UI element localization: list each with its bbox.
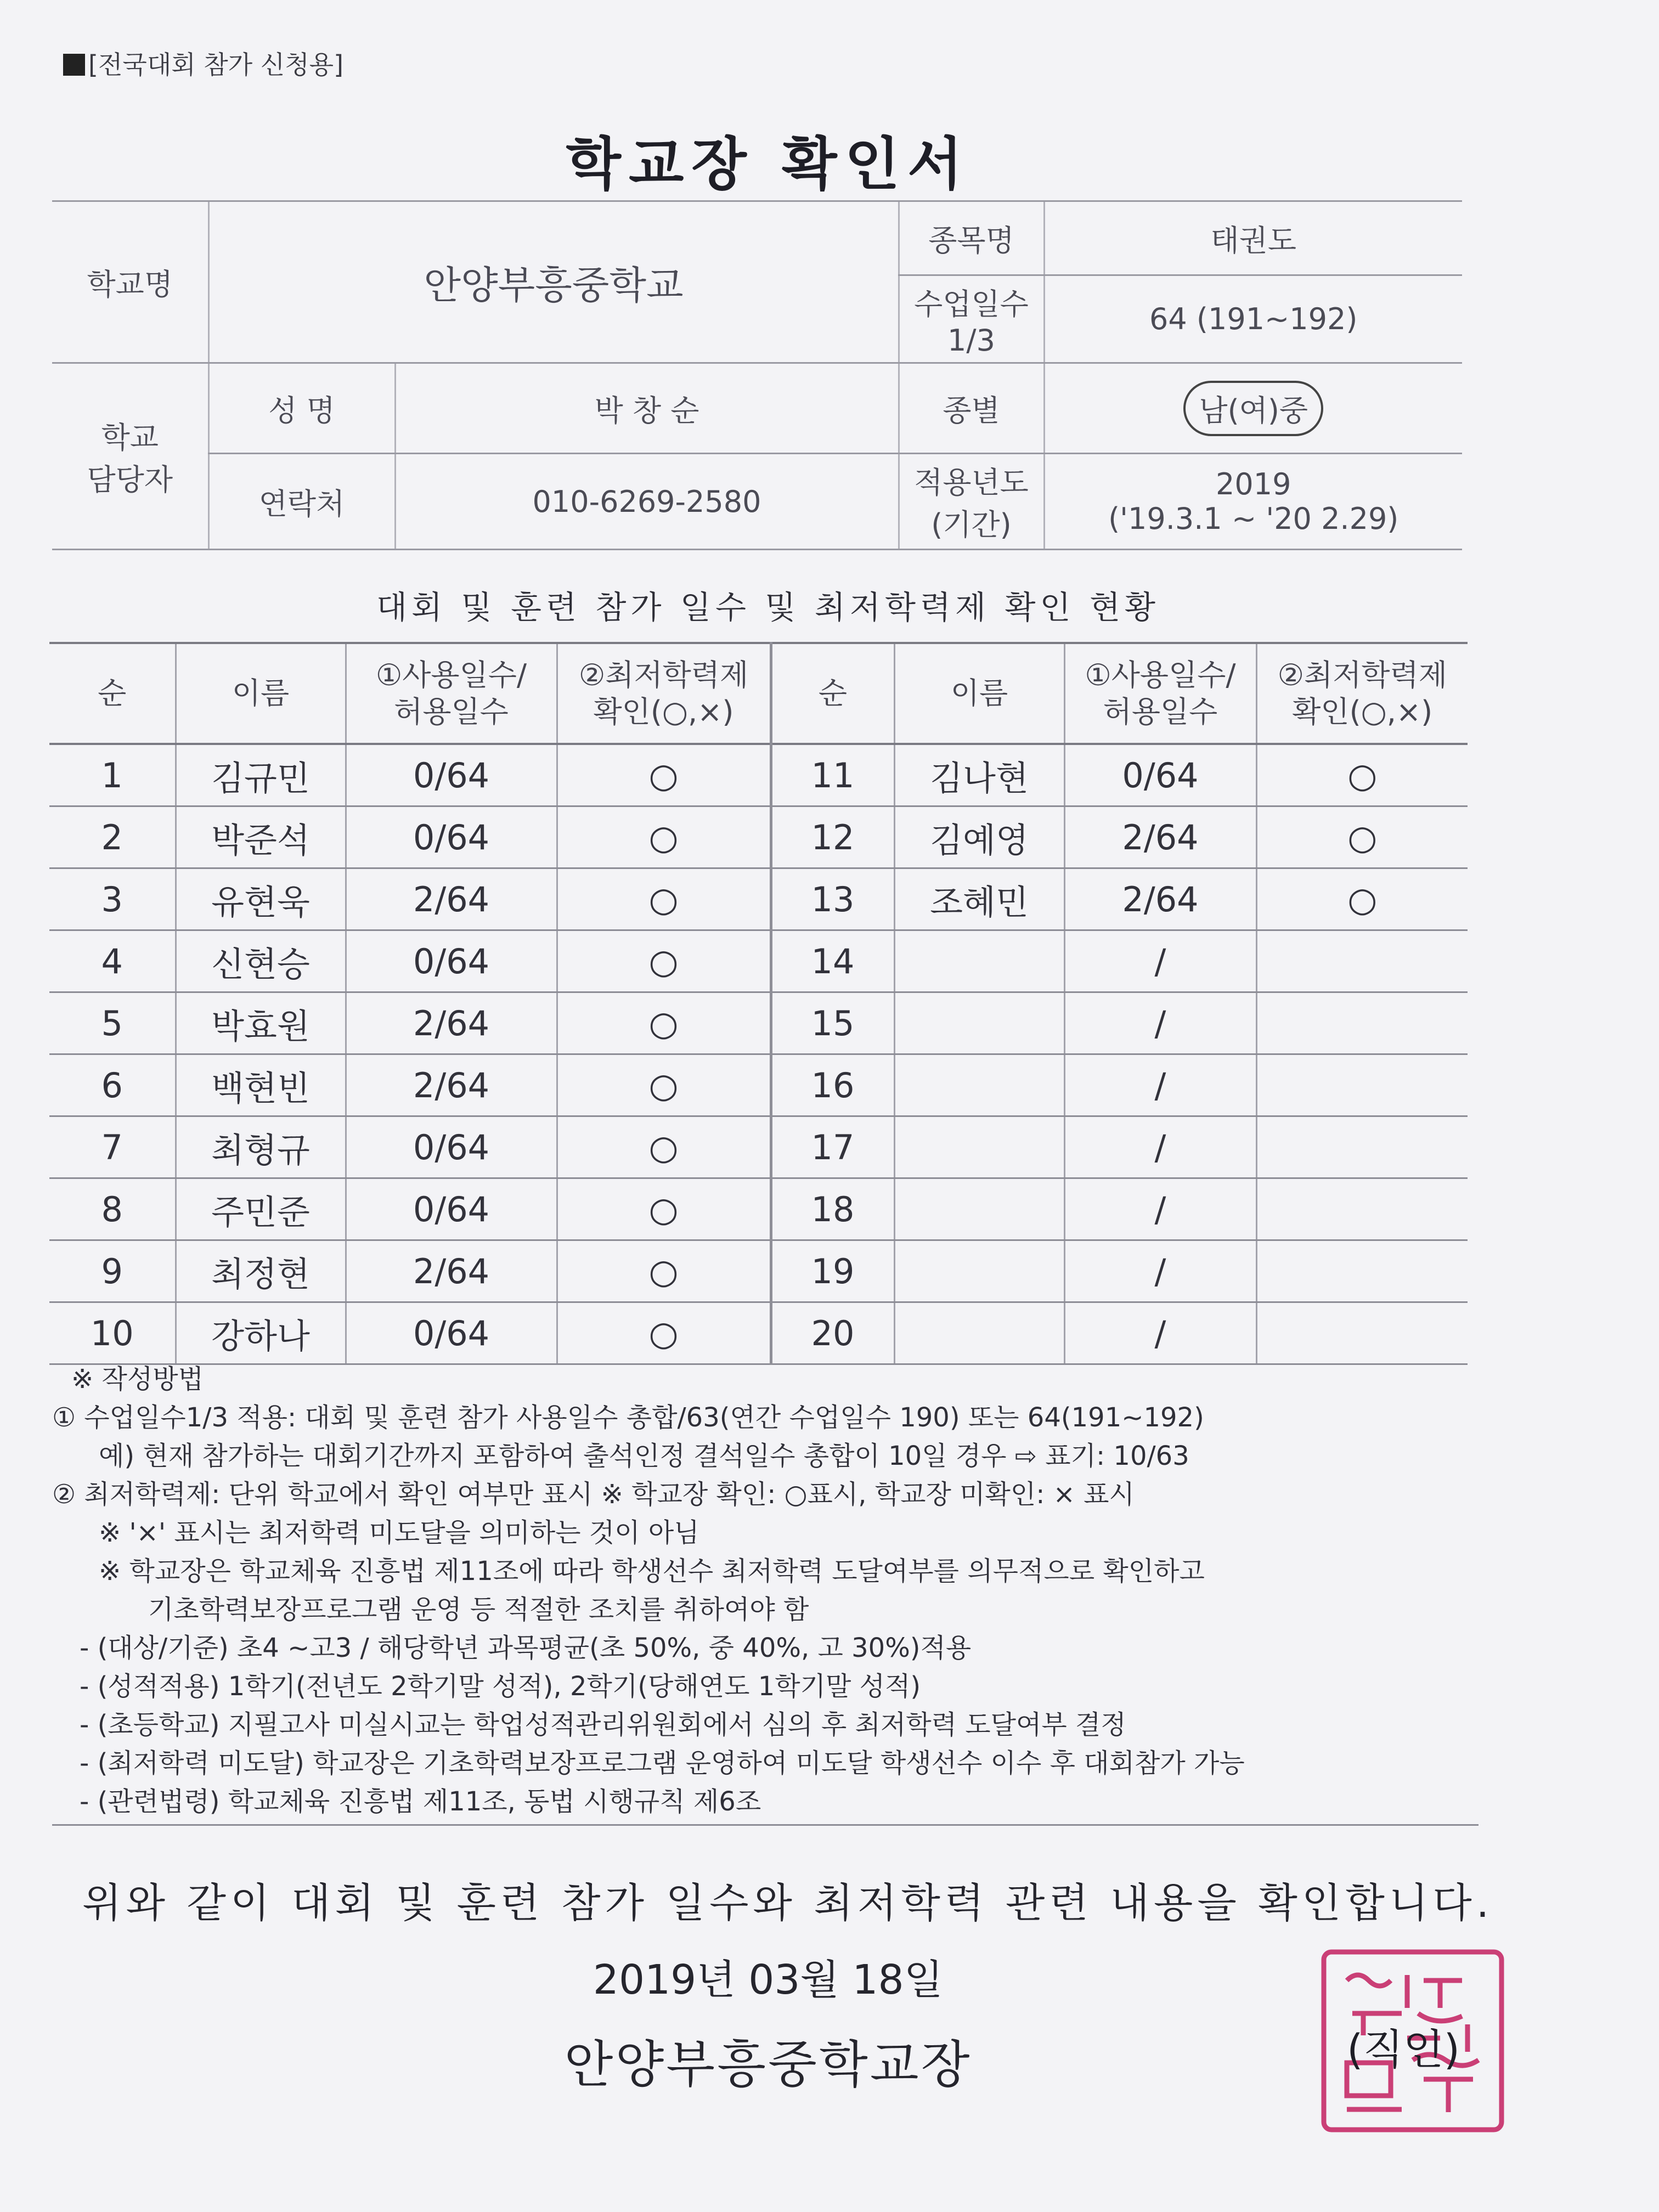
right-no-cell: 20 [771,1302,894,1364]
note-line: - (대상/기준) 초4 ~고3 / 해당학년 과목평균(초 50%, 중 40%, 고 30%)적용 [80,1633,972,1663]
note-line: - (성적적용) 1학기(전년도 2학기말 성적), 2학기(당해연도 1학기말 성적) [80,1671,921,1702]
left-no-cell: 5 [49,992,176,1054]
right-days-cell: / [1064,1178,1256,1240]
seal-label: (직인) [1347,2025,1460,2074]
left-no-cell: 8 [49,1178,176,1240]
left-check-cell: ○ [557,1178,771,1240]
left-days-cell: 0/64 [346,744,557,806]
right-days-cell: / [1064,1054,1256,1116]
right-check-cell: ○ [1256,744,1468,806]
right-name-cell [894,1178,1064,1240]
right-check-cell [1256,992,1468,1054]
confirmation-statement: 위와 같이 대회 및 훈련 참가 일수와 최저학력 관련 내용을 확인합니다. [82,1880,1494,1927]
right-name-cell [894,930,1064,992]
note-line: 예) 현재 참가하는 대회기간까지 포함하여 출석인정 결석일수 총합이 10일 경우 ⇨ 표기: 10/63 [99,1441,1189,1471]
right-days-cell: / [1064,1302,1256,1364]
manager-label: 학교 담당자 [52,363,208,550]
right-check-cell [1256,1116,1468,1178]
left-days-cell: 2/64 [346,1054,557,1116]
table-row [49,744,1468,806]
right-name-cell: 김예영 [894,806,1064,868]
participation-table [49,642,1468,1365]
table-row [49,930,1468,992]
right-days-cell: / [1064,1116,1256,1178]
left-no-cell: 4 [49,930,176,992]
note-line: ① 수업일수1/3 적용: 대회 및 훈련 참가 사용일수 총합/63(연간 수업일수 190) 또는 64(191~192) [52,1402,1204,1433]
left-no-cell: 1 [49,744,176,806]
table-header-row [49,643,1468,744]
left-name-cell: 백현빈 [176,1054,346,1116]
left-check-cell: ○ [557,930,771,992]
note-line: ② 최저학력제: 단위 학교에서 확인 여부만 표시 ※ 학교장 확인: ○표시, 학교장 미확인: × 표시 [52,1479,1135,1510]
left-days-cell: 0/64 [346,1116,557,1178]
right-no-cell: 18 [771,1178,894,1240]
square-bullet-icon [63,54,85,76]
left-name-cell: 김규민 [176,744,346,806]
signer-title: 안양부흥중학교장 [564,2035,972,2094]
header-name: 이름 [894,643,1064,744]
note-line: ※ '×' 표시는 최저학력 미도달을 의미하는 것이 아님 [99,1517,699,1548]
right-days-cell: / [1064,1240,1256,1302]
left-check-cell: ○ [557,1054,771,1116]
official-seal [1314,1942,1511,2140]
class-days-value: 64 (191~192) [1044,275,1462,363]
left-name-cell: 유현욱 [176,868,346,930]
right-name-cell [894,1302,1064,1364]
left-name-cell: 강하나 [176,1302,346,1364]
right-check-cell [1256,1054,1468,1116]
right-check-cell [1256,1302,1468,1364]
left-name-cell: 최형규 [176,1116,346,1178]
right-days-cell: / [1064,930,1256,992]
left-days-cell: 0/64 [346,1302,557,1364]
left-name-cell: 최정현 [176,1240,346,1302]
header-no: 순 [771,643,894,744]
left-days-cell: 0/64 [346,1178,557,1240]
right-check-cell [1256,930,1468,992]
divider [52,1824,1479,1826]
header-check: ②최저학력제 확인(○,×) [1256,643,1468,744]
left-name-cell: 박효원 [176,992,346,1054]
left-no-cell: 10 [49,1302,176,1364]
right-check-cell: ○ [1256,868,1468,930]
table-row [49,1178,1468,1240]
left-name-cell: 박준석 [176,806,346,868]
table-row [49,806,1468,868]
left-check-cell: ○ [557,806,771,868]
gender-value [1044,363,1462,454]
right-name-cell: 김나현 [894,744,1064,806]
info-table [52,200,1462,550]
right-days-cell: 2/64 [1064,806,1256,868]
left-no-cell: 2 [49,806,176,868]
table-row [49,1302,1468,1364]
header-check: ②최저학력제 확인(○,×) [557,643,771,744]
right-name-cell [894,992,1064,1054]
note-line: - (최저학력 미도달) 학교장은 기초학력보장프로그램 운영하여 미도달 학생선수 이수 후 대회참가 가능 [80,1748,1245,1779]
left-days-cell: 2/64 [346,868,557,930]
left-no-cell: 6 [49,1054,176,1116]
class-days-label: 수업일수 1/3 [899,275,1044,363]
name-value: 박 창 순 [395,363,899,454]
left-days-cell: 2/64 [346,1240,557,1302]
left-check-cell: ○ [557,744,771,806]
right-days-cell: 2/64 [1064,868,1256,930]
right-check-cell [1256,1240,1468,1302]
right-no-cell: 12 [771,806,894,868]
left-no-cell: 7 [49,1116,176,1178]
school-name-label: 학교명 [52,201,208,363]
right-no-cell: 14 [771,930,894,992]
note-line: 기초학력보장프로그램 운영 등 적절한 조치를 취하여야 함 [148,1594,809,1625]
left-no-cell: 3 [49,868,176,930]
sport-value: 태권도 [1044,201,1462,275]
right-name-cell [894,1116,1064,1178]
header-name: 이름 [176,643,346,744]
left-days-cell: 0/64 [346,930,557,992]
notes-heading: ※ 작성방법 [71,1364,204,1395]
right-no-cell: 16 [771,1054,894,1116]
sport-label: 종목명 [899,201,1044,275]
right-check-cell: ○ [1256,806,1468,868]
year-label: 적용년도 (기간) [899,454,1044,550]
header-days: ①사용일수/ 허용일수 [1064,643,1256,744]
table-row [49,868,1468,930]
left-days-cell: 0/64 [346,806,557,868]
right-days-cell: / [1064,992,1256,1054]
gender-label: 종별 [899,363,1044,454]
note-line: - (초등학교) 지필고사 미실시교는 학업성적관리위원회에서 심의 후 최저학력 도달여부 결정 [80,1709,1126,1740]
note-line: ※ 학교장은 학교체육 진흥법 제11조에 따라 학생선수 최저학력 도달여부를 의무적으로 확인하고 [99,1556,1205,1587]
year-value: 2019 ('19.3.1 ~ '20 2.29) [1044,454,1462,550]
right-name-cell: 조혜민 [894,868,1064,930]
school-name-value: 안양부흥중학교 [208,201,899,363]
table-row [49,1240,1468,1302]
section-title: 대회 및 훈련 참가 일수 및 최저학력제 확인 현황 [376,589,1160,626]
left-no-cell: 9 [49,1240,176,1302]
header-no: 순 [49,643,176,744]
name-label: 성 명 [208,363,395,454]
right-no-cell: 17 [771,1116,894,1178]
header-days: ①사용일수/ 허용일수 [346,643,557,744]
left-check-cell: ○ [557,992,771,1054]
left-check-cell: ○ [557,868,771,930]
right-no-cell: 13 [771,868,894,930]
right-no-cell: 11 [771,744,894,806]
document-title: 학교장 확인서 [566,131,970,198]
left-check-cell: ○ [557,1240,771,1302]
left-check-cell: ○ [557,1116,771,1178]
note-line: - (관련법령) 학교체육 진흥법 제11조, 동법 시행규칙 제6조 [80,1786,761,1817]
left-name-cell: 신현승 [176,930,346,992]
right-name-cell [894,1054,1064,1116]
left-days-cell: 2/64 [346,992,557,1054]
right-no-cell: 15 [771,992,894,1054]
left-name-cell: 주민준 [176,1178,346,1240]
table-row [49,1116,1468,1178]
table-row [49,1054,1468,1116]
contact-value: 010-6269-2580 [395,454,899,550]
corner-tag: [전국대회 참가 신청용] [63,45,343,81]
left-check-cell: ○ [557,1302,771,1364]
right-no-cell: 19 [771,1240,894,1302]
contact-label: 연락처 [208,454,395,550]
right-name-cell [894,1240,1064,1302]
gender-selected-oval: 남(여)중 [1183,381,1323,436]
issue-date: 2019년 03월 18일 [592,1956,944,2004]
right-check-cell [1256,1178,1468,1240]
right-days-cell: 0/64 [1064,744,1256,806]
table-row [49,992,1468,1054]
